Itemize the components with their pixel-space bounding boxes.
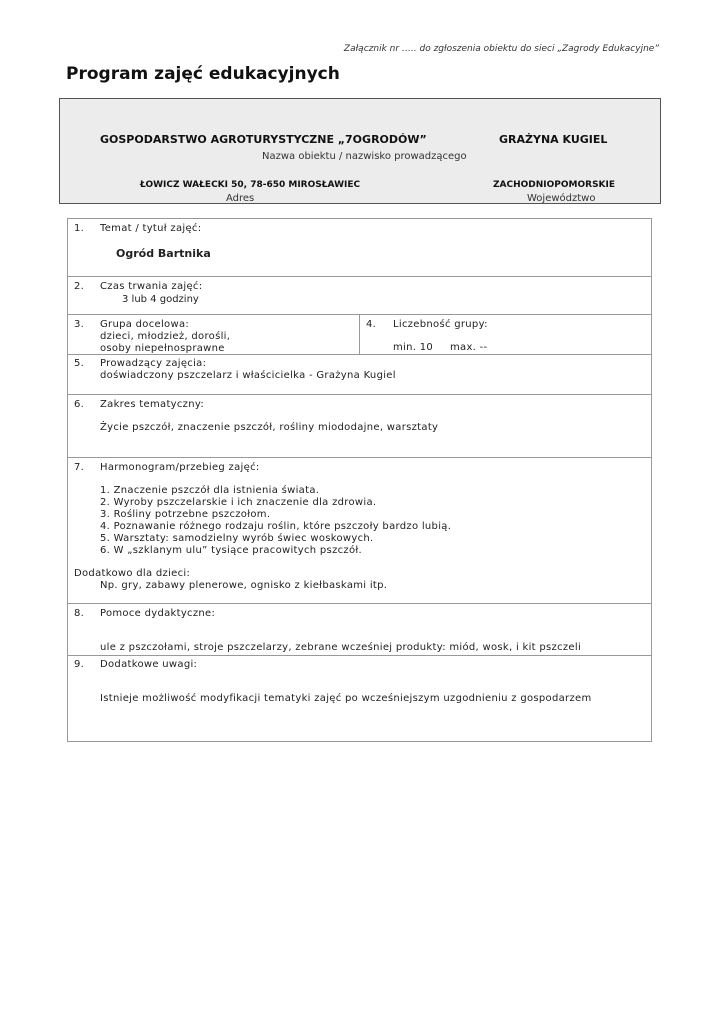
object-info-box xyxy=(59,98,661,204)
teaching-aids-value: ule z pszczołami, stroje pszczelarzy, zebrane wcześniej produkty: miód, wosk, i kit pszczeli xyxy=(100,642,582,653)
section-group xyxy=(68,314,651,355)
owner-name: GRAŻYNA KUGIEL xyxy=(499,133,608,146)
topic-value: Ogród Bartnika xyxy=(116,247,211,260)
section-duration xyxy=(68,276,651,315)
section-number: 2. xyxy=(74,281,85,292)
schedule-item: 5. Warsztaty: samodzielny wyrób świec woskowych. xyxy=(100,533,374,544)
voivodeship: ZACHODNIOPOMORSKIE xyxy=(493,180,616,190)
section-number: 5. xyxy=(74,358,85,369)
column-divider xyxy=(359,315,360,355)
extra-label: Dodatkowo dla dzieci: xyxy=(74,568,191,579)
section-number: 9. xyxy=(74,659,85,670)
object-name: GOSPODARSTWO AGROTURYSTYCZNE „7OGRODÓW” xyxy=(100,133,427,146)
section-label: Harmonogram/przebieg zajęć: xyxy=(100,462,260,473)
section-number: 8. xyxy=(74,608,85,619)
section-number: 7. xyxy=(74,462,85,473)
section-scope xyxy=(68,394,651,458)
schedule-item: 3. Rośliny potrzebne pszczołom. xyxy=(100,509,271,520)
instructor-value: doświadczony pszczelarz i właścicielka - Grażyna Kugiel xyxy=(100,370,396,381)
name-caption: Nazwa obiektu / nazwisko prowadzącego xyxy=(262,151,467,162)
duration-value: 3 lub 4 godziny xyxy=(122,294,199,305)
group-max: max. -- xyxy=(450,342,488,353)
scope-value: Życie pszczół, znaczenie pszczół, rośliny miododajne, warsztaty xyxy=(100,422,439,433)
section-instructor xyxy=(68,354,651,395)
schedule-item: 2. Wyroby pszczelarskie i ich znaczenie dla zdrowia. xyxy=(100,497,377,508)
section-number: 1. xyxy=(74,223,85,234)
section-teaching-aids xyxy=(68,603,651,656)
section-schedule xyxy=(68,457,651,604)
voivodeship-caption: Województwo xyxy=(527,193,596,204)
schedule-item: 6. W „szklanym ulu” tysiące pracowitych pszczół. xyxy=(100,545,363,556)
target-group-line: dzieci, młodzież, dorośli, xyxy=(100,331,231,342)
remarks-value: Istnieje możliwość modyfikacji tematyki zajęć po wcześniejszym uzgodnieniu z gospodarzem xyxy=(100,693,592,704)
address: ŁOWICZ WAŁECKI 50, 78-650 MIROSŁAWIEC xyxy=(140,180,361,190)
section-label: Zakres tematyczny: xyxy=(100,399,205,410)
program-table xyxy=(67,218,652,742)
section-label: Grupa docelowa: xyxy=(100,319,190,330)
group-min: min. 10 xyxy=(393,342,434,353)
section-topic xyxy=(68,219,651,276)
extra-value: Np. gry, zabawy plenerowe, ognisko z kiełbaskami itp. xyxy=(100,580,388,591)
annex-note: Załącznik nr ….. do zgłoszenia obiektu do sieci „Zagrody Edukacyjne” xyxy=(343,44,659,54)
schedule-item: 4. Poznawanie różnego rodzaju roślin, które pszczoły bardzo lubią. xyxy=(100,521,452,532)
section-label: Dodatkowe uwagi: xyxy=(100,659,198,670)
section-number: 6. xyxy=(74,399,85,410)
section-label: Czas trwania zajęć: xyxy=(100,281,203,292)
section-number: 4. xyxy=(366,319,377,330)
address-caption: Adres xyxy=(226,193,255,204)
section-label: Liczebność grupy: xyxy=(393,319,488,330)
section-label: Pomoce dydaktyczne: xyxy=(100,608,216,619)
section-label: Temat / tytuł zajęć: xyxy=(100,223,202,234)
section-label: Prowadzący zajęcia: xyxy=(100,358,207,369)
schedule-item: 1. Znaczenie pszczół dla istnienia świata. xyxy=(100,485,320,496)
page-title: Program zajęć edukacyjnych xyxy=(66,64,340,84)
target-group-line: osoby niepełnosprawne xyxy=(100,343,225,354)
section-remarks xyxy=(68,655,651,743)
section-number: 3. xyxy=(74,319,85,330)
